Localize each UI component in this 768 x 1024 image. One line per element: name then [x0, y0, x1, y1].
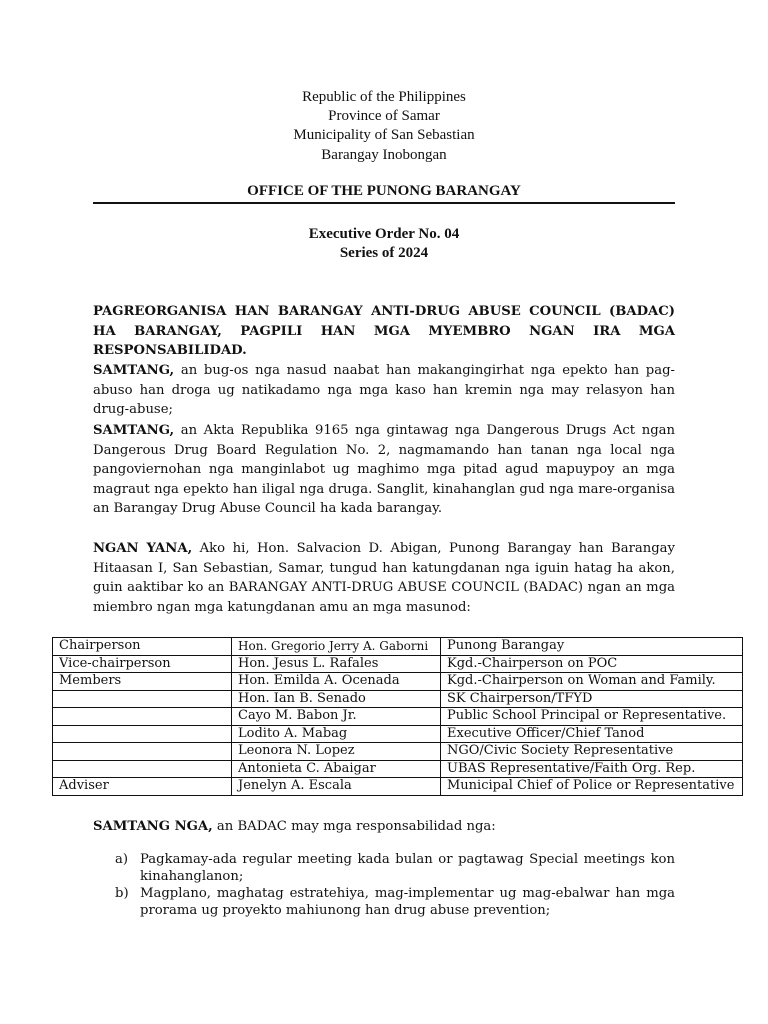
table-row: [53, 638, 743, 656]
responsibilities-list: [115, 851, 675, 919]
name-cell: Hon. Gregorio Jerry A. Gaborni: [232, 638, 441, 656]
municipality-line: Municipality of San Sebastian: [293, 127, 475, 143]
order-number: Executive Order No. 04: [308, 226, 460, 242]
name-cell: Antonieta C. Abaigar: [232, 760, 441, 778]
name-cell: Cayo M. Babon Jr.: [232, 708, 441, 726]
office-title: OFFICE OF THE PUNONG BARANGAY: [247, 183, 521, 199]
list-marker: a): [115, 852, 129, 867]
position-cell: Municipal Chief of Police or Representative: [441, 778, 743, 796]
list-item-text: Pagkamay-ada regular meeting kada bulan or pagtawag Special meetings kon kinahanglanon;: [140, 852, 675, 884]
paragraph-lead: SAMTANG,: [93, 423, 175, 438]
header-divider: [93, 202, 675, 204]
table-row: [53, 708, 743, 726]
republic-line: Republic of the Philippines: [302, 89, 466, 105]
name-cell: Hon. Emilda A. Ocenada: [232, 673, 441, 691]
list-item: [115, 885, 675, 919]
name-cell: Lodito A. Mabag: [232, 725, 441, 743]
province-line: Province of Samar: [328, 108, 440, 124]
responsibilities-intro: [93, 817, 675, 837]
name-cell: Hon. Jesus L. Rafales: [232, 655, 441, 673]
badac-members-table: [52, 637, 743, 796]
role-cell: [53, 760, 232, 778]
table-row: [53, 760, 743, 778]
table-row: [53, 725, 743, 743]
list-item: [115, 851, 675, 885]
now-therefore-paragraph: [93, 539, 675, 617]
role-cell: Members: [53, 673, 232, 691]
role-cell: [53, 743, 232, 761]
position-cell: Kgd.-Chairperson on Woman and Family.: [441, 673, 743, 691]
position-cell: Executive Officer/Chief Tanod: [441, 725, 743, 743]
role-cell: [53, 690, 232, 708]
barangay-line: Barangay Inobongan: [321, 147, 447, 163]
position-cell: SK Chairperson/TFYD: [441, 690, 743, 708]
paragraph-text: an BADAC may mga responsabilidad nga:: [212, 819, 496, 834]
name-cell: Jenelyn A. Escala: [232, 778, 441, 796]
whereas-paragraph-2: [93, 421, 675, 519]
position-cell: Kgd.-Chairperson on POC: [441, 655, 743, 673]
position-cell: Public School Principal or Representative.: [441, 708, 743, 726]
table-row: [53, 743, 743, 761]
whereas-paragraph-1: [93, 361, 675, 420]
table-row: [53, 690, 743, 708]
document-title: PAGREORGANISA HAN BARANGAY ANTI-DRUG ABUSE COUNCIL (BADAC) HA BARANGAY, PAGPILI HAN MGA MYEMBRO NGAN IRA MGA RESPONSABILIDAD.: [93, 304, 675, 358]
table-row: [53, 778, 743, 796]
name-cell: Leonora N. Lopez: [232, 743, 441, 761]
name-cell: Hon. Ian B. Senado: [232, 690, 441, 708]
role-cell: Vice-chairperson: [53, 655, 232, 673]
position-cell: NGO/Civic Society Representative: [441, 743, 743, 761]
list-item-text: Magplano, maghatag estratehiya, mag-implementar ug mag-ebalwar han mga prorama ug proyekto mahiunong han drug abuse prevention;: [140, 886, 675, 918]
role-cell: Adviser: [53, 778, 232, 796]
order-series: Series of 2024: [339, 245, 429, 261]
paragraph-lead: NGAN YANA,: [93, 541, 193, 556]
paragraph-lead: SAMTANG NGA,: [93, 819, 213, 834]
paragraph-text: Ako hi, Hon. Salvacion D. Abigan, Punong Barangay han Barangay Hitaasan I, San Sebastian, Samar, tungud han katungdanan nga iguin hatag ha akon, guin aaktibar ko an BARANGAY ANTI-DRUG ABUSE COUNCIL (BADAC) ngan an mga miembro ngan mga katungdanan amu an mga masunod:: [93, 541, 675, 615]
role-cell: [53, 725, 232, 743]
position-cell: UBAS Representative/Faith Org. Rep.: [441, 760, 743, 778]
role-cell: [53, 708, 232, 726]
paragraph-text: an Akta Republika 9165 nga gintawag nga Dangerous Drugs Act ngan Dangerous Drug Board Regulation No. 2, nagmamando han tanan nga local nga pangoviernohan nga manginlabot ug maghimo mga pitad agud mapuypoy an mga magraut nga epekto han iligal nga druga. Sanglit, kinahanglan gud nga mare-organisa an Barangay Drug Abuse Council ha kada barangay.: [93, 423, 675, 516]
role-cell: Chairperson: [53, 638, 232, 656]
paragraph-lead: SAMTANG,: [93, 363, 175, 378]
list-marker: b): [115, 886, 129, 901]
paragraph-text: an bug-os nga nasud naabat han makangingirhat nga epekto han pag-abuso han droga ug natikadamo nga mga kaso han kremin nga may relasyon han drug-abuse;: [93, 363, 675, 417]
table-row: [53, 673, 743, 691]
table-row: [53, 655, 743, 673]
position-cell: Punong Barangay: [441, 638, 743, 656]
